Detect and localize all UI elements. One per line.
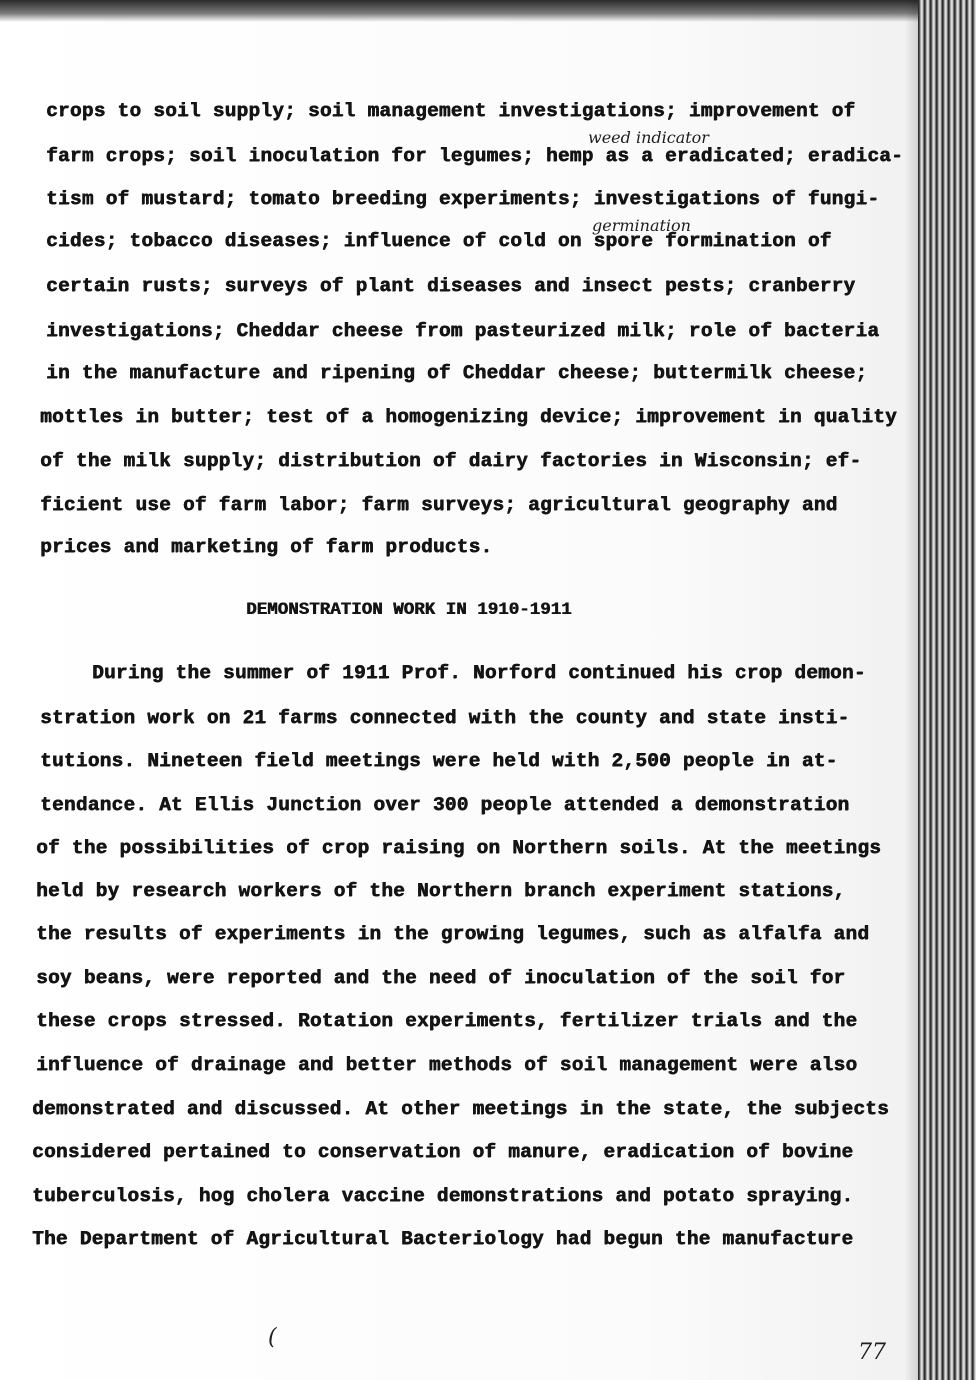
body-line: farm crops; soil inoculation for legumes; hemp as a eradicated; eradica- bbox=[46, 145, 903, 167]
book-spine-pages bbox=[918, 0, 976, 1380]
body-line: these crops stressed. Rotation experiments, fertilizer trials and the bbox=[36, 1010, 858, 1032]
body-line: mottles in butter; test of a homogenizing device; improvement in quality bbox=[40, 406, 897, 428]
body-line: prices and marketing of farm products. bbox=[40, 536, 493, 558]
body-line: demonstrated and discussed. At other meetings in the state, the subjects bbox=[32, 1098, 889, 1120]
body-line: cides; tobacco diseases; influence of cold on spore formination of bbox=[46, 230, 832, 252]
section-heading: DEMONSTRATION WORK IN 1910-1911 bbox=[246, 600, 572, 620]
body-line: During the summer of 1911 Prof. Norford continued his crop demon- bbox=[92, 662, 866, 684]
body-line: investigations; Cheddar cheese from pasteurized milk; role of bacteria bbox=[46, 320, 880, 342]
body-line: the results of experiments in the growing legumes, such as alfalfa and bbox=[36, 923, 870, 945]
handwritten-page-number: 77 bbox=[858, 1340, 886, 1365]
body-line: The Department of Agricultural Bacteriology had begun the manufacture bbox=[32, 1228, 854, 1250]
body-line: stration work on 21 farms connected with the county and state insti- bbox=[40, 707, 850, 729]
body-line: tutions. Nineteen field meetings were held with 2,500 people in at- bbox=[40, 750, 838, 772]
body-line: influence of drainage and better methods of soil management were also bbox=[36, 1054, 858, 1076]
body-line: held by research workers of the Northern branch experiment stations, bbox=[36, 880, 846, 902]
body-line: ficient use of farm labor; farm surveys; agricultural geography and bbox=[40, 494, 838, 516]
handwritten-mark: ( bbox=[268, 1325, 277, 1350]
handwritten-weed-indicator: weed indicator bbox=[588, 128, 709, 147]
handwritten-germination: germination bbox=[592, 216, 691, 235]
body-line: of the milk supply; distribution of dairy factories in Wisconsin; ef- bbox=[40, 450, 862, 472]
body-line: crops to soil supply; soil management investigations; improvement of bbox=[46, 100, 856, 122]
body-line: certain rusts; surveys of plant diseases and insect pests; cranberry bbox=[46, 275, 856, 297]
body-line: considered pertained to conservation of manure, eradication of bovine bbox=[32, 1141, 854, 1163]
body-line: of the possibilities of crop raising on Northern soils. At the meetings bbox=[36, 837, 882, 859]
body-line: tism of mustard; tomato breeding experiments; investigations of fungi- bbox=[46, 188, 880, 210]
body-line: tuberculosis, hog cholera vaccine demonstrations and potato spraying. bbox=[32, 1185, 854, 1207]
body-line: in the manufacture and ripening of Cheddar cheese; buttermilk cheese; bbox=[46, 362, 868, 384]
body-line: soy beans, were reported and the need of inoculation of the soil for bbox=[36, 967, 846, 989]
body-line: tendance. At Ellis Junction over 300 people attended a demonstration bbox=[40, 794, 850, 816]
page-top-shadow bbox=[0, 0, 918, 22]
